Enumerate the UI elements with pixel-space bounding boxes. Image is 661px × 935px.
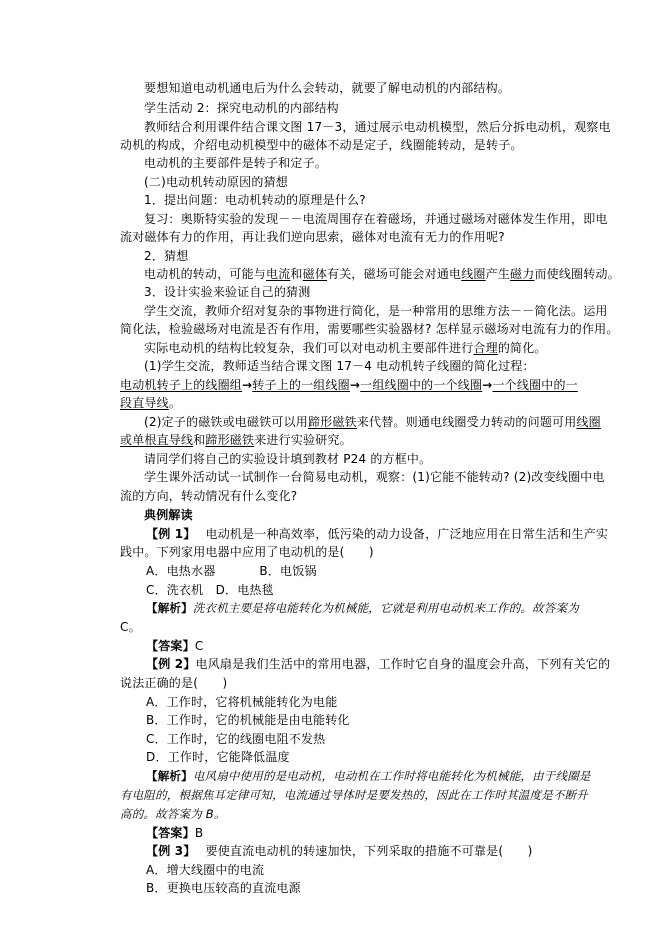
- answer-label: 【答案】: [146, 826, 195, 840]
- text: 电风扇是我们生活中的常用电器，工作时它自身的温度会升高，下列有关它的: [195, 657, 611, 671]
- example-label: 【例 3】: [146, 844, 196, 858]
- arrow-icon: →: [242, 378, 253, 392]
- blank-answer: 合理: [473, 341, 498, 355]
- blank-answer: 一个线圈中的一: [492, 378, 578, 392]
- question-heading: 1．提出问题：电动机转动的原理是什么?: [144, 193, 366, 207]
- option-line: B．更换电压较高的直流电源: [146, 881, 301, 895]
- answer-value: B: [194, 826, 204, 840]
- answer-1: [146, 638, 596, 654]
- paragraph-line: 请同学们将自己的实验设计填到教材 P24 的方框中。: [144, 452, 432, 466]
- blank-answer: 线圈: [576, 415, 601, 429]
- option-line: D．工作时，它能降低温度: [146, 750, 290, 764]
- subheading-guess: 2．猜想: [144, 249, 189, 263]
- text: 的简化。: [497, 341, 547, 355]
- text: 有关，磁场可能会对通电: [327, 267, 462, 281]
- blank-answer: 段直导线: [120, 396, 169, 410]
- paragraph-line: [144, 414, 601, 430]
- arrow-icon: →: [482, 378, 493, 392]
- text: 和: [290, 267, 303, 281]
- blank-answer: 蹄形磁铁: [205, 433, 255, 447]
- paragraph-line: 学生课外活动试一试制作一台简易电动机，观察：(1)它能不能转动? (2)改变线圈中电: [144, 470, 605, 484]
- simplification-chain: [120, 377, 578, 393]
- option-line: C．洗衣机 D．电热毯: [146, 583, 274, 597]
- examples-heading: 典例解读: [144, 508, 193, 522]
- blank-answer: 电流: [266, 267, 291, 281]
- text: 而使线圈转动。: [534, 267, 620, 281]
- blank-answer: 转子上的一组线圈: [252, 378, 350, 392]
- paragraph-line: 复习：奥斯特实验的发现－－电流周围存在着磁场，并通过磁场对磁体发生作用，即电: [144, 212, 608, 226]
- text: (2)定子的磁铁或电磁铁可以用: [144, 415, 308, 429]
- paragraph-line: 践中。下列家用电器中应用了电动机的是( ): [120, 545, 374, 559]
- answer-value: C: [194, 639, 204, 653]
- paragraph-line: [120, 432, 570, 448]
- paragraph-line: [144, 340, 594, 356]
- text: 。: [168, 396, 182, 410]
- paragraph-line: 流对磁体有力的作用，再让我们逆向思索，磁体对电流有无力的作用呢?: [120, 230, 505, 244]
- section-heading: (二)电动机转动原因的猜想: [144, 175, 288, 189]
- paragraph-line: 有电阻的，根据焦耳定律可知，电流通过导体时是要发热的，因此在工作时其温度是不断升: [120, 788, 588, 802]
- analysis-label: 【解析】: [146, 769, 193, 783]
- option-line: C．工作时，它的线圈电阻不发热: [146, 732, 326, 746]
- answer-2: [146, 825, 596, 841]
- paragraph-line: 简化法，检验磁场对电流是否有作用，需要哪些实验器材? 怎样显示磁场对电流有力的作用。: [120, 322, 619, 336]
- blank-answer: 电动机转子上的线圈组: [120, 378, 243, 392]
- option: B．电饭锅: [259, 564, 317, 578]
- paragraph-intro: 要想知道电动机通电后为什么会转动，就要了解电动机的内部结构。: [144, 81, 511, 95]
- option-line: A．增大线圈中的电流: [146, 863, 265, 877]
- paragraph-line: 动机的构成，介绍电动机模型中的磁体不动是定子，线圈能转动，是转子。: [120, 138, 523, 152]
- blank-answer: 或单根直导线: [120, 433, 194, 447]
- text: 要使直流电动机的转速加快，下列采取的措施不可靠是( ): [205, 844, 533, 858]
- text: 来代替。则通电线圈受力转动的问题可用: [356, 415, 577, 429]
- arrow-icon: →: [349, 378, 361, 392]
- example-2: [146, 656, 611, 672]
- text: 电动机是一种高效率，低污染的动力设备，广泛地应用在日常生活和生产实: [205, 527, 609, 541]
- example-label: 【例 2】: [146, 657, 196, 671]
- subheading-design: 3．设计实验来验证自己的猜测: [144, 285, 311, 299]
- option-line: [146, 563, 596, 579]
- blank-answer: 磁力: [510, 267, 535, 281]
- guess-line: [144, 266, 620, 282]
- option-line: A．工作时，它将机械能转化为电能: [146, 695, 338, 709]
- text: 实际电动机的结构比较复杂，我们可以对电动机主要部件进行: [144, 341, 474, 355]
- blank-answer: 一组线圈中的一个线圈: [360, 378, 483, 392]
- paragraph-line: 说法正确的是( ): [120, 676, 228, 690]
- answer-label: 【答案】: [146, 639, 195, 653]
- blank-answer: 蹄形磁铁: [308, 415, 357, 429]
- simplification-chain-end: [120, 395, 570, 411]
- text: 产生: [485, 267, 511, 281]
- example-1: [146, 526, 609, 542]
- paragraph-line: (1)学生交流，教师适当结合课文图 17－4 电动机转子线圈的简化过程：: [144, 359, 535, 373]
- example-label: 【例 1】: [146, 527, 196, 541]
- text: 洗衣机主要是将电能转化为机械能，它就是利用电动机来工作的。故答案为: [192, 601, 579, 615]
- activity-heading: 学生活动 2：探究电动机的内部结构: [144, 101, 339, 115]
- paragraph-line: 电动机的主要部件是转子和定子。: [144, 156, 328, 170]
- text: 来进行实验研究。: [254, 433, 352, 447]
- paragraph-line: C。: [120, 620, 141, 634]
- blank-answer: 线圈: [461, 267, 486, 281]
- analysis-1: [146, 600, 596, 616]
- paragraph-line: 学生交流，教师介绍对复杂的事物进行简化，是一种常用的思维方法－－简化法。运用: [144, 304, 608, 318]
- analysis-2: [146, 768, 596, 784]
- option-line: B．工作时，它的机械能是由电能转化: [146, 713, 350, 727]
- option: A．电热水器: [146, 564, 216, 578]
- paragraph-line: 高的。故答案为 B。: [120, 807, 226, 821]
- analysis-label: 【解析】: [146, 601, 193, 615]
- text: 电风扇中使用的是电动机，电动机在工作时将电能转化为机械能，由于线圈是: [192, 769, 591, 783]
- paragraph-line: 教师结合利用课件结合课文图 17－3，通过展示电动机模型，然后分拆电动机，观察电: [144, 120, 611, 134]
- text: 和: [193, 433, 206, 447]
- blank-answer: 磁体: [302, 267, 328, 281]
- paragraph-line: 流的方向，转动情况有什么变化?: [120, 489, 298, 503]
- text: 电动机的转动，可能与: [144, 267, 267, 281]
- example-3: [146, 843, 596, 859]
